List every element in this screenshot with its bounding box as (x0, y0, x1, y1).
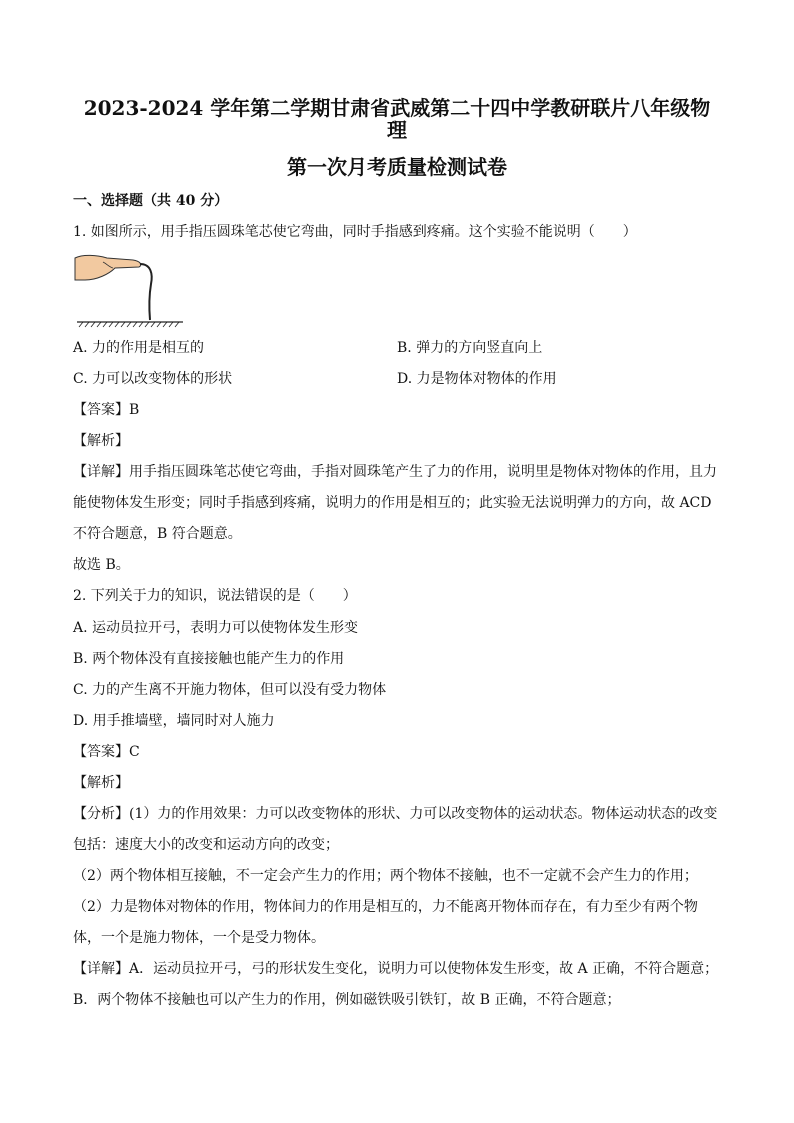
q2-option-d: D. 用手推墙壁，墙同时对人施力 (73, 713, 275, 729)
q2-option-c: C. 力的产生离不开施力物体，但可以没有受力物体 (73, 682, 387, 698)
bent-pen-refill (140, 264, 152, 320)
q1-option-b: B. 弹力的方向竖直向上 (397, 340, 543, 356)
exam-title-line-3: 第一次月考质量检测试卷 (287, 155, 507, 179)
question-2-stem: 2. 下列关于力的知识，说法错误的是（ ） (73, 588, 357, 604)
q1-conclusion: 故选 B。 (73, 557, 130, 573)
question-1-stem: 1. 如图所示，用手指压圆珠笔芯使它弯曲，同时手指感到疼痛。这个实验不能说明（ ） (73, 224, 637, 240)
q2-body-line: 包括：速度大小的改变和运动方向的改变； (73, 837, 339, 853)
q1-answer: 【答案】B (73, 402, 140, 418)
q1-detail-line: 不符合题意，B 符合题意。 (73, 526, 242, 542)
q2-answer: 【答案】C (73, 744, 140, 760)
q1-option-d: D. 力是物体对物体的作用 (397, 371, 557, 387)
q2-body-line: 【分析】(1）力的作用效果：力可以改变物体的形状、力可以改变物体的运动状态。物体运动状态的改变 (73, 806, 718, 822)
finger-pressing-pen-figure (73, 252, 185, 328)
q1-detail-line: 能使物体发生形变；同时手指感到疼痛，说明力的作用是相互的；此实验无法说明弹力的方向，故 ACD (73, 495, 712, 511)
q2-body-line: （2）力是物体对物体的作用，物体间力的作用是相互的，力不能离开物体而存在，有力至少有两个物 (73, 899, 698, 915)
hand-illustration (75, 255, 141, 280)
exam-title-line-2: 理 (387, 118, 407, 142)
exam-title-line-1: 2023-2024 学年第二学期甘肃省武威第二十四中学教研联片八年级物 (83, 96, 711, 120)
q1-option-a: A. 力的作用是相互的 (73, 340, 205, 356)
q2-body-line: （2）两个物体相互接触，不一定会产生力的作用；两个物体不接触，也不一定就不会产生力的作用； (73, 868, 698, 884)
q2-body-line: B．两个物体不接触也可以产生力的作用，例如磁铁吸引铁钉，故 B 正确，不符合题意； (73, 992, 621, 1008)
ground-hatching (79, 322, 179, 327)
q2-body-line: 体，一个是施力物体，一个是受力物体。 (73, 930, 325, 946)
q2-analysis-label: 【解析】 (73, 775, 129, 791)
q2-body-line: 【详解】A．运动员拉开弓，弓的形状发生变化，说明力可以使物体发生形变，故 A 正确，不符合题意； (73, 961, 719, 977)
q2-option-b: B. 两个物体没有直接接触也能产生力的作用 (73, 651, 345, 667)
q1-analysis-label: 【解析】 (73, 433, 129, 449)
section-heading: 一、选择题（共 40 分） (73, 193, 229, 209)
q2-option-a: A. 运动员拉开弓，表明力可以使物体发生形变 (73, 620, 359, 636)
q1-option-c: C. 力可以改变物体的形状 (73, 371, 233, 387)
q1-detail-line: 【详解】用手指压圆珠笔芯使它弯曲，手指对圆珠笔产生了力的作用，说明里是物体对物体的作用，且力 (73, 464, 717, 480)
